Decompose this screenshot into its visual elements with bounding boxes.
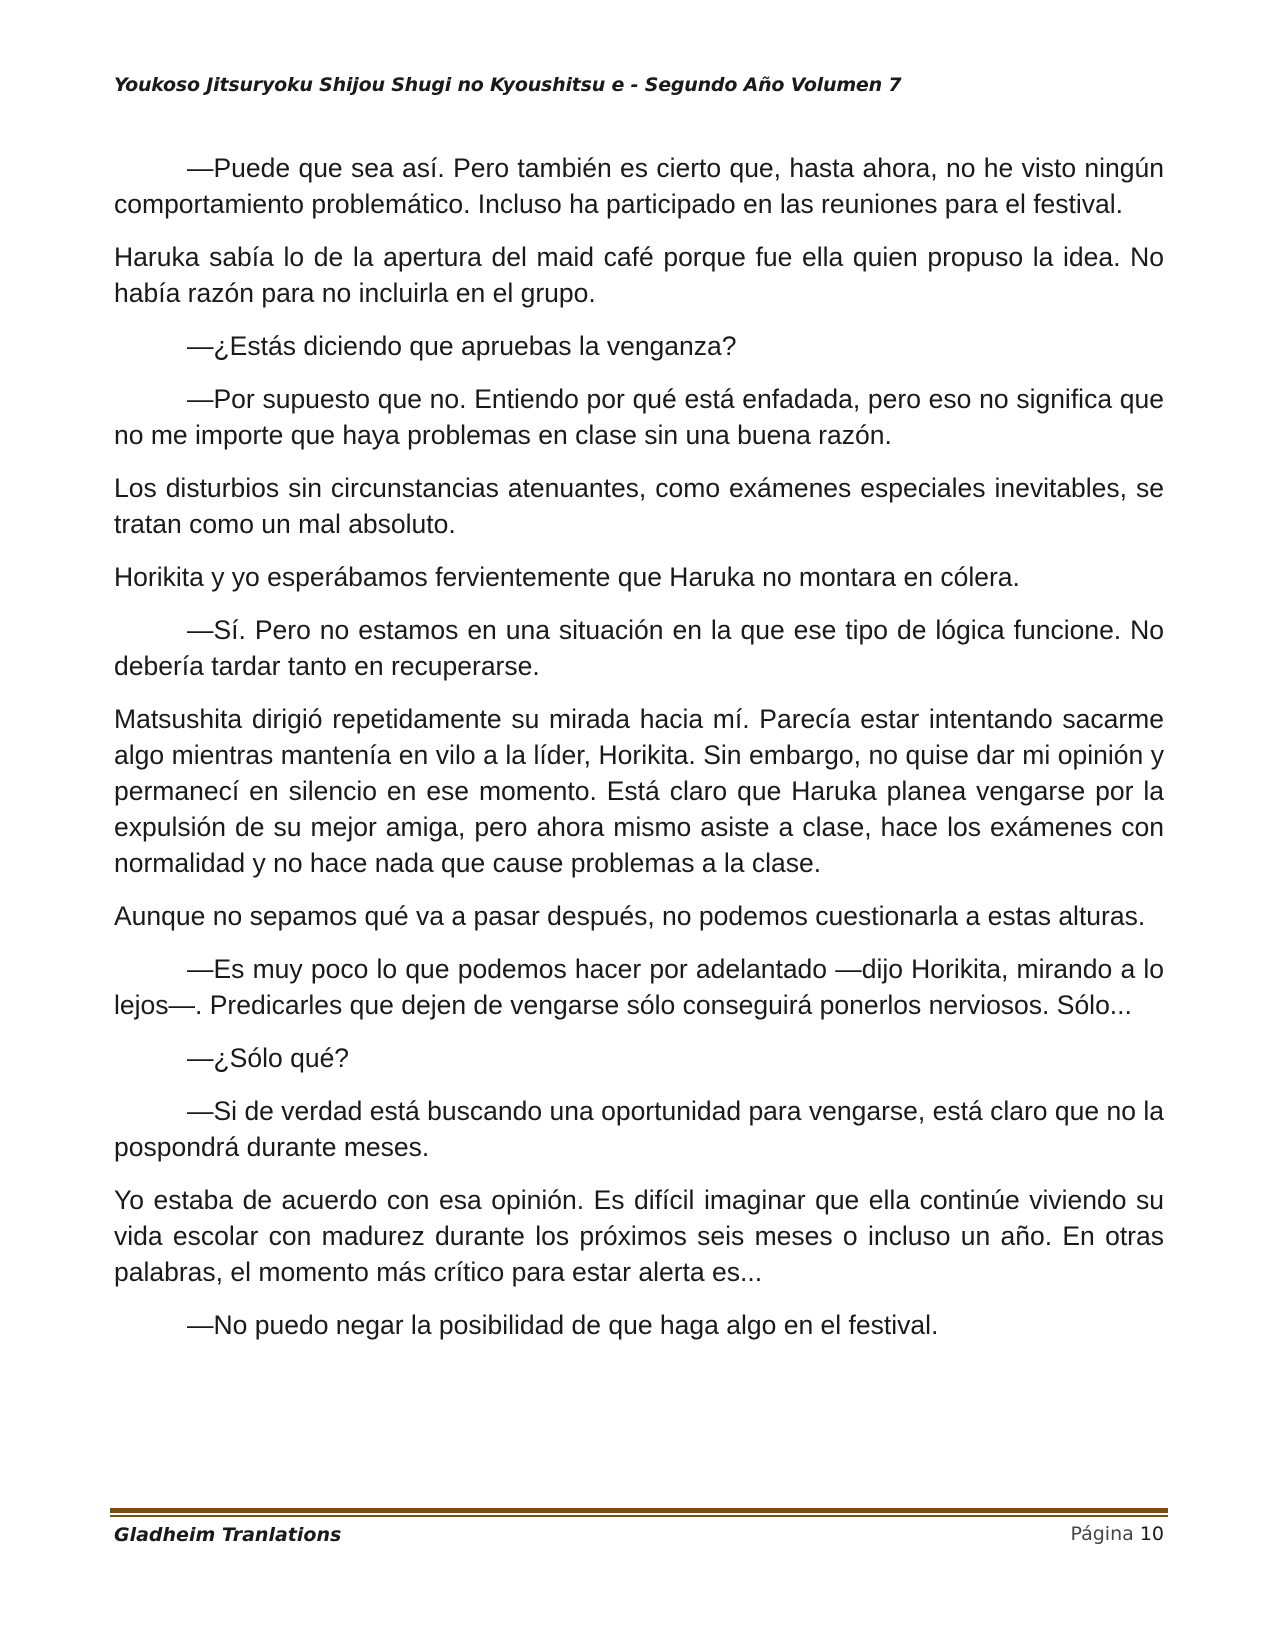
page-body (114, 150, 1164, 1360)
footer-credit: Gladheim Tranlations (114, 1524, 342, 1546)
paragraph-13: Yo estaba de acuerdo con esa opinión. Es difícil imaginar que ella continúe viviendo su vida escolar con madurez durante los próximos seis meses o incluso un año. En otras palabras, el momento más crítico para estar alerta es... (114, 1185, 1164, 1287)
paragraph-9: Aunque no sepamos qué va a pasar después, no podemos cuestionarla a estas alturas. (114, 901, 1146, 931)
paragraph-5: Los disturbios sin circunstancias atenuantes, como exámenes especiales inevitables, se tratan como un mal absoluto. (114, 473, 1164, 539)
paragraph-3: —¿Estás diciendo que apruebas la venganza? (187, 331, 737, 361)
paragraph-11: —¿Sólo qué? (187, 1043, 350, 1073)
paragraph-10: —Es muy poco lo que podemos hacer por adelantado —dijo Horikita, mirando a lo lejos—. Predicarles que dejen de vengarse sólo conseguirá ponerlos nerviosos. Sólo... (114, 954, 1164, 1020)
paragraph-8: Matsushita dirigió repetidamente su mirada hacia mí. Parecía estar intentando sacarme algo mientras mantenía en vilo a la líder, Horikita. Sin embargo, no quise dar mi opinión y permanecí en silencio en ese momento. Está claro que Haruka planea vengarse por la expulsión de su mejor amiga, pero ahora mismo asiste a clase, hace los exámenes con normalidad y no hace nada que cause problemas a la clase. (114, 704, 1164, 878)
footer-divider-thin (110, 1515, 1168, 1517)
running-header: Youkoso Jitsuryoku Shijou Shugi no Kyoushitsu e - Segundo Año Volumen 7 (114, 74, 902, 96)
page-number-block (1070, 1523, 1164, 1545)
footer-divider (110, 1508, 1168, 1517)
paragraph-1: —Puede que sea así. Pero también es cierto que, hasta ahora, no he visto ningún comportamiento problemático. Incluso ha participado en las reuniones para el festival. (114, 153, 1164, 219)
paragraph-6: Horikita y yo esperábamos fervientemente que Haruka no montara en cólera. (114, 562, 1020, 592)
paragraph-14: —No puedo negar la posibilidad de que haga algo en el festival. (187, 1310, 939, 1340)
paragraph-4: —Por supuesto que no. Entiendo por qué está enfadada, pero eso no significa que no me importe que haya problemas en clase sin una buena razón. (114, 384, 1164, 450)
footer-divider-thick (110, 1508, 1168, 1513)
page-label: Página (1070, 1523, 1134, 1545)
paragraph-12: —Si de verdad está buscando una oportunidad para vengarse, está claro que no la pospondrá durante meses. (114, 1096, 1164, 1162)
paragraph-7: —Sí. Pero no estamos en una situación en la que ese tipo de lógica funcione. No debería tardar tanto en recuperarse. (114, 615, 1164, 681)
page-number: 10 (1139, 1523, 1164, 1545)
paragraph-2: Haruka sabía lo de la apertura del maid café porque fue ella quien propuso la idea. No había razón para no incluirla en el grupo. (114, 242, 1164, 308)
